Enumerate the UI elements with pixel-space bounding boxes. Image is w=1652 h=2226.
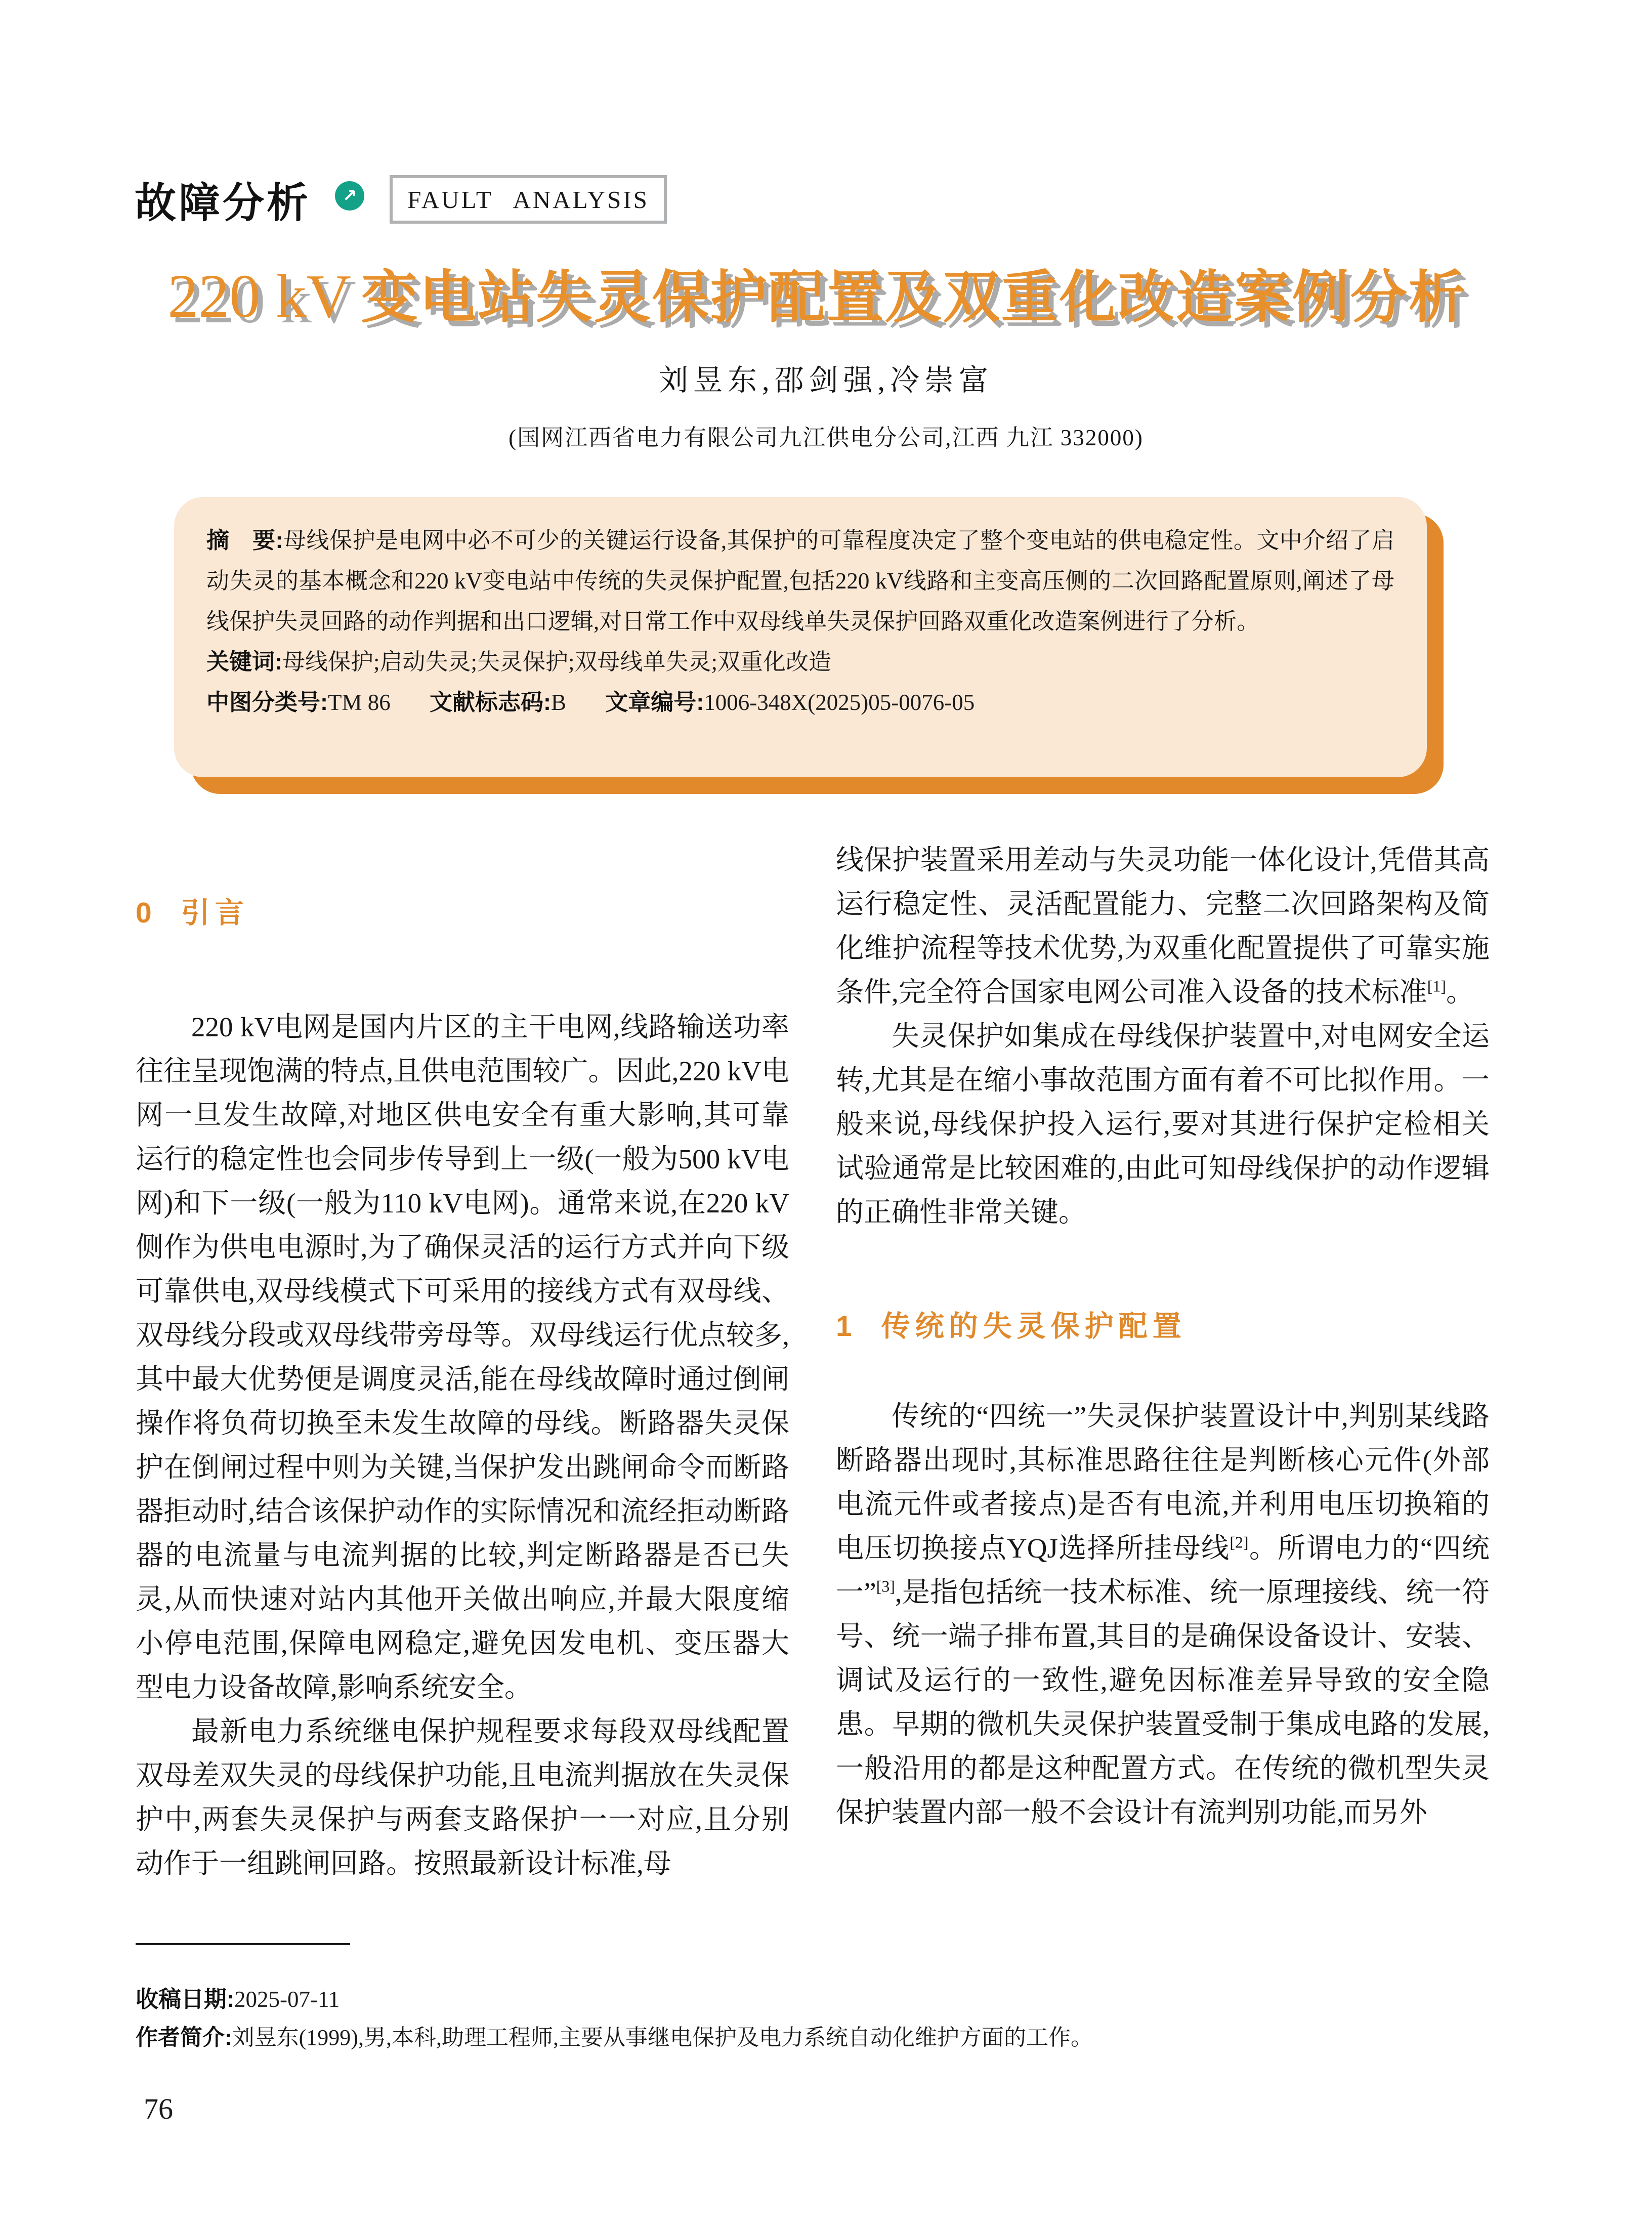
- keywords-text: 母线保护;启动失灵;失灵保护;双母线单失灵;双重化改造: [282, 649, 832, 675]
- article-id-segment: [605, 690, 975, 715]
- abstract-text: 母线保护是电网中必不可少的关键运行设备,其保护的可靠程度决定了整个变电站的供电稳定性。文中介绍了启动失灵的基本概念和220 kV变电站中传统的失灵保护配置,包括220 kV线路和主变高压侧的二次回路配置原则,阐述了母线保护失灵回路的动作判据和出口逻辑,对日常工作中双母线单失灵保护回路双重化改造案例进行了分析。: [206, 528, 1394, 634]
- column-name-en-box: [390, 175, 667, 224]
- abstract-paragraph: [206, 520, 1394, 642]
- received-date-label: 收稿日期:: [136, 1986, 234, 2012]
- author-bio-line: [136, 2019, 1093, 2051]
- column-name-cn: 故障分析: [135, 180, 311, 226]
- article-id-value: 1006-348X(2025)05-0076-05: [704, 690, 975, 715]
- abstract-box: [174, 497, 1427, 777]
- doc-code-segment: [430, 690, 566, 715]
- left-column: [136, 890, 789, 1885]
- classification-line: [206, 682, 1394, 723]
- right-column: [836, 838, 1490, 1834]
- footnote-divider: [136, 1943, 350, 1945]
- doc-code-label: 文献标志码:: [430, 689, 551, 715]
- clc-segment: [206, 690, 391, 715]
- authors: 刘昱东,邵剑强,冷崇富: [658, 364, 993, 397]
- section-number: 0: [136, 897, 152, 929]
- section-number: 1: [836, 1310, 852, 1342]
- paragraph: 传统的“四统一”失灵保护装置设计中,判别某线路断路器出现时,其标准思路往往是判断核心元件(外部电流元件或者接点)是否有电流,并利用电压切换箱的电压切换接点YQJ选择所挂母线[2]。所谓电力的“四统一”[3],是指包括统一技术标准、统一原理接线、统一符号、统一端子排布置,其目的是确保设备设计、安装、调试及运行的一致性,避免因标准差异导致的安全隐患。早期的微机失灵保护装置受制于集成电路的发展,一般沿用的都是这种配置方式。在传统的微机型失灵保护装置内部一般不会设计有流判别功能,而另外: [836, 1401, 1490, 1828]
- keywords-label: 关键词:: [206, 649, 282, 675]
- paragraph: 失灵保护如集成在母线保护装置中,对电网安全运转,尤其是在缩小事故范围方面有着不可比拟作用。一般来说,母线保护投入运行,要对其进行保护定检相关试验通常是比较困难的,由此可知母线保护的动作逻辑的正确性非常关键。: [836, 1021, 1490, 1228]
- received-date-value: 2025-07-11: [234, 1987, 340, 2012]
- arrow-glyph: ↗: [342, 186, 357, 206]
- section-title: 传统的失灵保护配置: [881, 1310, 1187, 1342]
- affiliation: (国网江西省电力有限公司九江供电分公司,江西 九江 332000): [509, 425, 1143, 450]
- paragraph: 线保护装置采用差动与失灵功能一体化设计,凭借其高运行稳定性、灵活配置能力、完整二次回路架构及简化维护流程等技术优势,为双重化配置提供了可靠实施条件,完全符合国家电网公司准入设备的技术标准[1]。: [836, 845, 1490, 1007]
- keywords-line: [206, 642, 1394, 682]
- section-heading-1: [836, 1303, 1490, 1345]
- article-title-main: 变电站失灵保护配置及双重化改造案例分析: [361, 266, 1467, 329]
- article-id-label: 文章编号:: [605, 689, 704, 715]
- received-date-line: [136, 1981, 340, 2013]
- clc-value: TM 86: [328, 690, 391, 715]
- paragraph: 最新电力系统继电保护规程要求每段双母线配置双母差双失灵的母线保护功能,且电流判据放在失灵保护中,两套失灵保护与两套支路保护一一对应,且分别动作于一组跳闸回路。按照最新设计标准,母: [136, 1716, 789, 1879]
- article-title: [0, 252, 1634, 333]
- arrow-circle-icon: [335, 181, 364, 211]
- article-title-prefix: 220 kV: [167, 262, 351, 330]
- author-bio-label: 作者简介:: [136, 2025, 232, 2050]
- doc-code-value: B: [551, 690, 567, 715]
- section-title: 引言: [181, 897, 249, 929]
- page-number: 76: [144, 2092, 173, 2125]
- section-heading-0: [136, 890, 789, 931]
- author-bio-text: 刘昱东(1999),男,本科,助理工程师,主要从事继电保护及电力系统自动化维护方面的工作。: [232, 2025, 1093, 2050]
- abstract-label: 摘 要:: [206, 527, 283, 553]
- paragraph: 220 kV电网是国内片区的主干电网,线路输送功率往往呈现饱满的特点,且供电范围较广。因此,220 kV电网一旦发生故障,对地区供电安全有重大影响,其可靠运行的稳定性也会同步传导到上一级(一般为500 kV电网)和下一级(一般为110 kV电网)。通常来说,在220 kV侧作为供电电源时,为了确保灵活的运行方式并向下级可靠供电,双母线模式下可采用的接线方式有双母线、双母线分段或双母线带旁母等。双母线运行优点较多,其中最大优势便是调度灵活,能在母线故障时通过倒闸操作将负荷切换至未发生故障的母线。断路器失灵保护在倒闸过程中则为关键,当保护发出跳闸命令而断路器拒动时,结合该保护动作的实际情况和流经拒动断路器的电流量与电流判据的比较,判定断路器是否已失灵,从而快速对站内其他开关做出响应,并最大限度缩小停电范围,保障电网稳定,避免因发电机、变压器大型电力设备故障,影响系统安全。: [136, 1012, 789, 1703]
- column-name-en: FAULT ANALYSIS: [407, 185, 649, 214]
- clc-label: 中图分类号:: [206, 689, 328, 715]
